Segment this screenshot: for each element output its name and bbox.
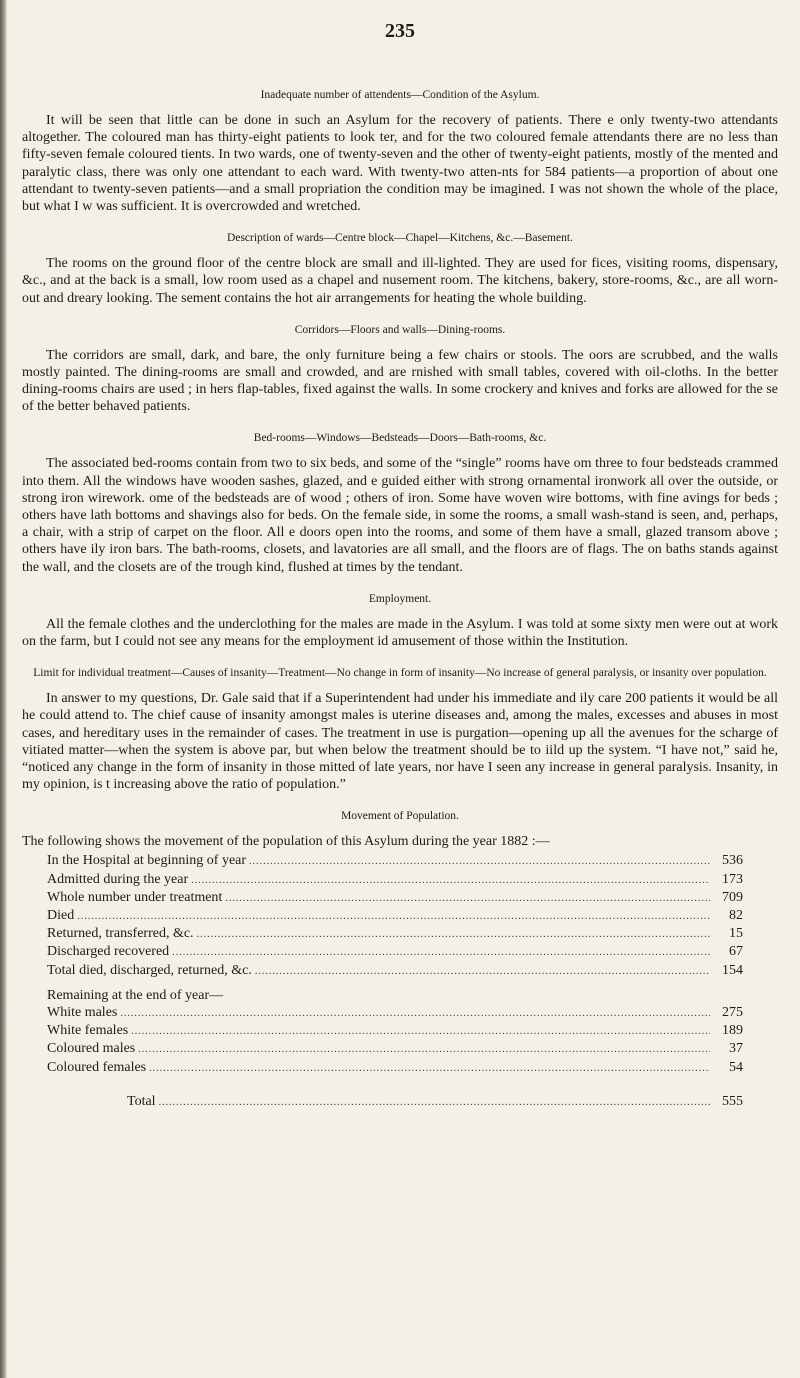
spacer [22, 980, 778, 987]
paragraph-attendants: It will be seen that little can be done in such an Asylum for the recovery of patients. There e only twenty-two attendants altogether. The coloured man has thirty-eight patients to look ter, and for the two coloured female attendants there are no less than fifty-seven female coloured tients. In two wards, one of twenty-seven and the other of twenty-eight patients, mostly of the mented and paralytic class, there was only one attendant to each ward. With twenty-two atten-nts for 584 patients—a proportion of about one attendant to twenty-seven patients—and a small propriation the condition may be imagined. I was not shown the whole of the place, but what I w was sufficient. It is overcrowded and wretched. [22, 112, 778, 214]
stat-label: Coloured males [47, 1041, 136, 1057]
stat-value: 189 [722, 1023, 743, 1039]
stat-label: Returned, transferred, &c. [47, 926, 194, 942]
stat-row-discharged-recovered [47, 943, 743, 961]
stat-row-white-males [47, 1004, 743, 1022]
stat-row-under-treatment [47, 889, 743, 907]
dot-leader [159, 1094, 710, 1111]
dot-leader [149, 1060, 710, 1077]
dot-leader [172, 944, 710, 961]
stat-row-admitted [47, 871, 743, 889]
remaining-heading [47, 987, 743, 1004]
total-value: 555 [722, 1093, 743, 1109]
remaining-heading-label: Remaining at the end of year— [47, 987, 224, 1003]
stat-row-total-died-discharged [47, 962, 743, 980]
stat-row-returned [47, 925, 743, 943]
stat-row-coloured-males [47, 1040, 743, 1058]
stat-value: 82 [729, 908, 743, 924]
section-heading-treatment: Limit for individual treatment—Causes of insanity—Treatment—No change in form of insanity—No increase of general paralysis, or insanity over population. [33, 667, 767, 680]
section-heading-employment: Employment. [368, 592, 432, 605]
stat-row-white-females [47, 1022, 743, 1040]
dot-leader [138, 1041, 710, 1058]
section-heading-bedrooms: Bed-rooms—Windows—Bedsteads—Doors—Bath-rooms, &c. [253, 432, 547, 445]
page-binding-edge [0, 0, 7, 1378]
book-page [22, 20, 778, 1111]
stat-row-coloured-females [47, 1059, 743, 1077]
total-label: Total [127, 1093, 156, 1109]
stat-label: Died [47, 908, 75, 924]
stat-label: Whole number under treatment [47, 889, 223, 905]
paragraph-employment: All the female clothes and the underclothing for the males are made in the Asylum. I was told at some sixty men were out at work on the farm, but I could not see any means for the employment id amusement of those within the Institution. [22, 616, 778, 649]
stat-value: 54 [729, 1059, 743, 1075]
stat-value: 67 [729, 944, 743, 960]
dot-leader [131, 1023, 710, 1040]
stat-label: Coloured females [47, 1059, 147, 1075]
section-heading-corridors: Corridors—Floors and walls—Dining-rooms. [294, 323, 506, 336]
section-heading-attendants: Inadequate number of attendents—Condition of the Asylum. [260, 89, 540, 101]
stat-label: Admitted during the year [47, 871, 189, 887]
stat-value: 275 [722, 1005, 743, 1021]
paragraph-wards: The rooms on the ground floor of the centre block are small and ill-lighted. They are used for fices, visiting rooms, dispensary, &c., and at the back is a small, low room used as a chapel and nusement room. The kitchens, bakery, store-rooms, &c., are all worn-out and dreary looking. The sement contains the hot air arrangements for heating the whole building. [22, 256, 778, 306]
page-number: 235 [385, 20, 415, 42]
dot-leader [191, 872, 710, 889]
dot-leader [225, 890, 710, 907]
stat-label: Total died, discharged, returned, &c. [47, 962, 252, 978]
dot-leader [120, 1005, 710, 1022]
stat-label: White females [47, 1023, 129, 1039]
stat-value: 154 [722, 962, 743, 978]
stat-value: 173 [722, 871, 743, 887]
stat-row-beginning [47, 852, 743, 870]
stat-label: White males [47, 1005, 118, 1021]
dot-leader [77, 908, 710, 925]
dot-leader [249, 853, 710, 870]
stat-value: 536 [722, 853, 743, 869]
movement-table [22, 852, 778, 1111]
paragraph-movement-intro: The following shows the movement of the population of this Asylum during the year 1882 :— [22, 834, 550, 850]
dot-leader [255, 963, 710, 980]
paragraph-bedrooms: The associated bed-rooms contain from two to six beds, and some of the “single” rooms have om three to four bedsteads crammed into them. All the windows have wooden sashes, glazed, and e guided either with strong ornamental ironwork all over the outside, or strong iron wirework. ome of the bedsteads are of wood ; others of iron. Some have woven wire bottoms, with fine avings for beds ; others have lath bottoms and shavings also for beds. On the female side, in some the rooms, a small wash-stand is seen, and, perhaps, a chair, with a strip of carpet on the floor. All e doors open into the rooms, and some of them have a small, glazed transom above ; others have ily iron bars. The bath-rooms, closets, and lavatories are all small, and the floors are of flags. The on baths stands against the wall, and the closets are of the trough kind, flushed at times by the tendant. [22, 456, 778, 575]
stat-label: Discharged recovered [47, 944, 170, 960]
stat-row-total [127, 1093, 743, 1111]
dot-leader [197, 926, 710, 943]
paragraph-corridors: The corridors are small, dark, and bare, the only furniture being a few chairs or stools. The oors are scrubbed, and the walls mostly painted. The dining-rooms are small and crowded, and are rnished with small tables, covered with oil-cloths. In the better dining-rooms chairs are used ; in hers flap-tables, fixed against the walls. In some crockery and knives and forks are allowed for the se of the better behaved patients. [22, 347, 778, 415]
stat-label: In the Hospital at beginning of year [47, 853, 247, 869]
stat-value: 15 [729, 926, 743, 942]
stat-value: 37 [729, 1041, 743, 1057]
stat-row-died [47, 907, 743, 925]
section-heading-movement: Movement of Population. [341, 810, 459, 823]
section-heading-wards: Description of wards—Centre block—Chapel—Kitchens, &c.—Basement. [227, 232, 573, 245]
paragraph-treatment: In answer to my questions, Dr. Gale said that if a Superintendent had under his immediate and ily care 200 patients it would be all he could attend to. The chief cause of insanity amongst males is uterine diseases and, among the males, excesses and abuses in most cases, and hereditary uses in the remainder of cases. The treatment in use is purgation—opening up all the avenues for the scharge of vitiated matter—when the system is above par, but when below the treatment should be to iild up the system. “I have not,” said he, “noticed any change in the form of insanity in those mitted of late years, nor have I seen any increase in general paralysis. Insanity, in my opinion, is t increasing above the ratio of population.” [22, 691, 778, 793]
stat-value: 709 [722, 889, 743, 905]
